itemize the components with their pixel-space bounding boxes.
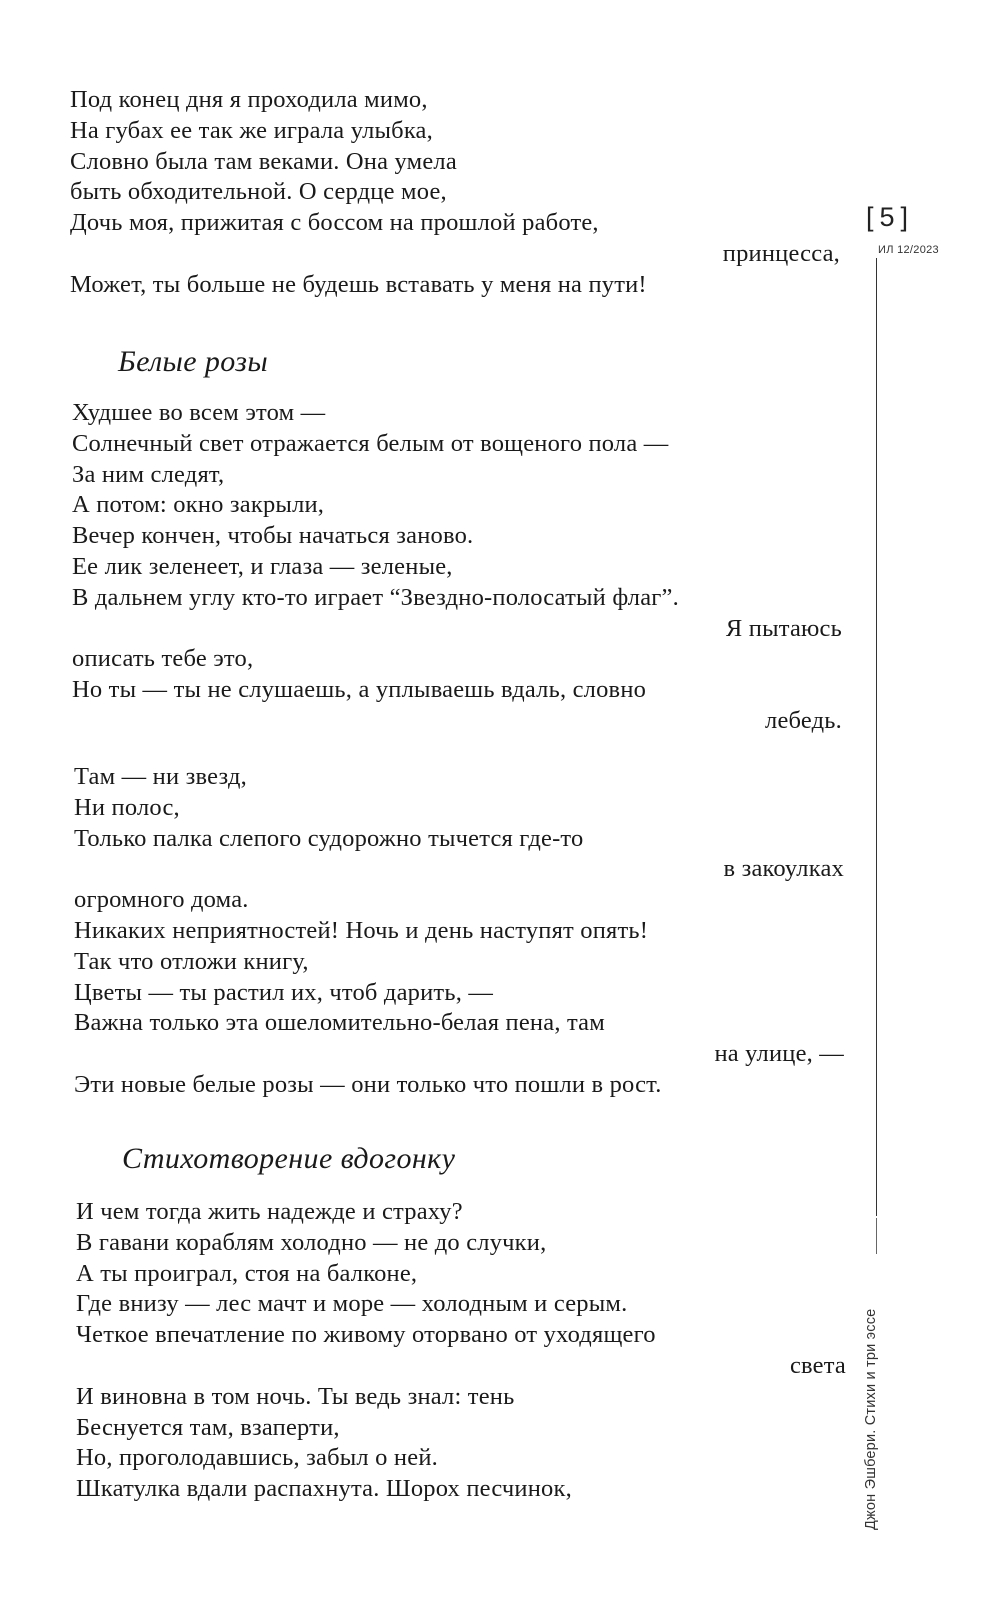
verse-line: Но, проголодавшись, забыл о ней. [76,1444,438,1472]
verse-line: Солнечный свет отражается белым от вощеного пола — [72,429,669,457]
poem-end [70,85,840,301]
verse-line: Четкое впечатление по живому оторвано от уходящего [76,1321,656,1349]
verse-line: Где внизу — лес мачт и море — холодным и серым. [76,1290,628,1318]
white-roses-stanza-1 [72,398,842,737]
verse-line: Вечер кончен, чтобы начаться заново. [72,522,474,550]
verse-line-continuation: в закоулках [723,855,844,883]
verse-line: Под конец дня я проходила мимо, [70,86,428,113]
verse-line: описать тебе это, [72,645,254,673]
verse-line: быть обходительной. О сердце мое, [70,178,447,206]
bracket-open: [ [866,202,880,232]
verse-line: Ни полос, [74,793,180,821]
page-number: 5 [879,202,901,232]
verse-line: И виновна в том ночь. Ты ведь знал: тень [76,1382,515,1410]
verse-line: Словно была там веками. Она умела [70,147,457,175]
poem-title-white-roses: Белые розы [118,345,269,378]
chase-poem-stanza [76,1197,846,1505]
verse-line: Дочь моя, прижитая с боссом на прошлой работе, [70,209,599,237]
issue-label: ИЛ 12/2023 [878,244,939,256]
verse-line: Только палка слепого судорожно тычется где-то [74,824,584,852]
page-number-box [866,200,946,234]
verse-line: А ты проиграл, стоя на балконе, [76,1259,418,1287]
verse-line: А потом: окно закрыли, [72,491,325,519]
verse-line: Может, ты больше не будешь вставать у меня на пути! [70,270,647,298]
verse-line: В гавани кораблям холодно — не до случки, [76,1228,547,1256]
verse-line: Так что отложи книгу, [74,947,309,975]
verse-line: Худшее во всем этом — [72,399,326,426]
verse-line: Но ты — ты не слушаешь, а уплываешь вдаль, словно [72,676,647,704]
verse-line-continuation: лебедь. [765,706,842,734]
verse-line: Ее лик зеленеет, и глаза — зеленые, [72,552,453,580]
white-roses-stanza-2 [74,762,844,1101]
verse-line: Никаких неприятностей! Ночь и день наступят опять! [74,916,649,944]
verse-line: Важна только эта ошеломительно-белая пена, там [74,1009,605,1037]
verse-line: Цветы — ты растил их, чтоб дарить, — [74,978,494,1006]
verse-line: Шкатулка вдали распахнута. Шорох песчинок, [76,1475,572,1503]
verse-line-continuation: Я пытаюсь [725,614,842,642]
verse-line-continuation: принцесса, [722,239,840,267]
verse-line-continuation: на улице, — [714,1040,844,1068]
running-head: Джон Эшбери. Стихи и три эссе [863,1308,879,1530]
verse-line-continuation: света [789,1351,846,1379]
verse-line: И чем тогда жить надежде и страху? [76,1198,463,1225]
verse-line: Беснуется там, взаперти, [76,1413,340,1441]
margin-rule-bottom [876,1218,877,1254]
verse-line: За ним следят, [72,460,225,488]
margin-rule-top [876,258,877,1216]
poem-title-chase-poem: Стихотворение вдогонку [122,1142,456,1175]
verse-line: Эти новые белые розы — они только что пошли в рост. [74,1070,662,1098]
bracket-close: ] [900,202,915,232]
verse-line: огромного дома. [74,886,249,914]
verse-line: В дальнем углу кто-то играет “Звездно-полосатый флаг”. [72,583,679,611]
verse-line: На губах ее так же играла улыбка, [70,116,433,144]
verse-line: Там — ни звезд, [74,763,247,790]
